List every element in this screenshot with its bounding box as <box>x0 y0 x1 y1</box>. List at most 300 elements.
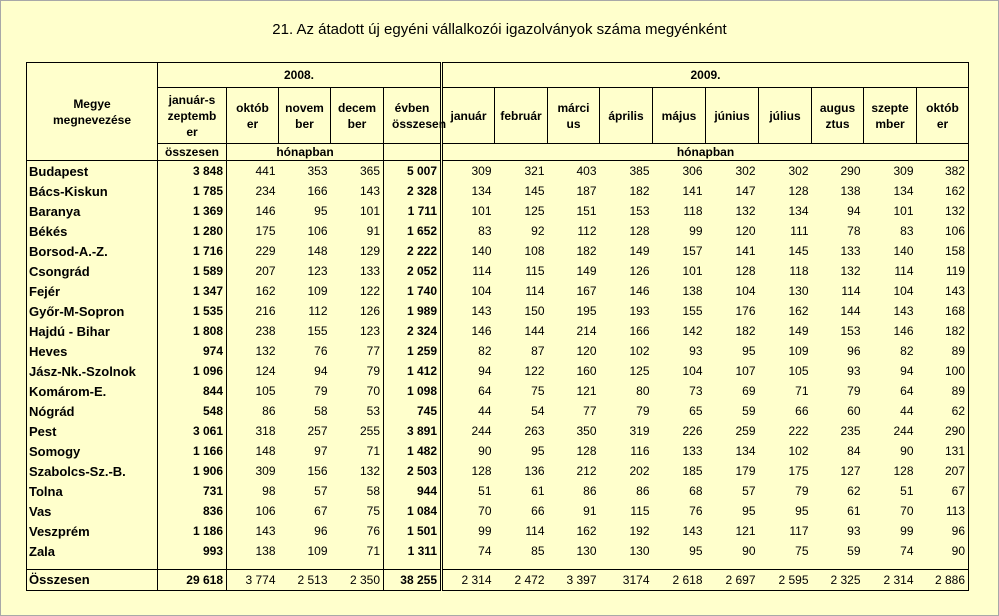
value-cell: 114 <box>841 284 861 298</box>
value-cell: 1 098 <box>384 381 442 401</box>
county-name: Pest <box>27 421 158 441</box>
value-cell: 104 <box>735 284 756 298</box>
table-row <box>27 521 969 541</box>
value-cell: 548 <box>158 401 227 421</box>
value-cell: 229 <box>255 244 276 258</box>
table-row <box>27 281 969 301</box>
value-cell: 115 <box>525 264 545 278</box>
value-cell: 80 <box>636 384 650 398</box>
value-cell: 131 <box>917 441 969 461</box>
county-name: Nógrád <box>27 401 158 421</box>
value-cell: 158 <box>917 241 969 261</box>
value-cell: 65 <box>689 404 703 418</box>
value-cell: 157 <box>682 244 703 258</box>
value-cell: 105 <box>788 364 809 378</box>
value-cell: 143 <box>255 524 276 538</box>
value-cell: 123 <box>307 264 328 278</box>
value-cell: 109 <box>307 284 328 298</box>
value-cell: 133 <box>682 444 703 458</box>
value-cell: 67 <box>314 504 328 518</box>
value-cell: 114 <box>525 524 545 538</box>
total-cell: 3174 <box>600 569 653 590</box>
value-cell: 90 <box>900 444 914 458</box>
value-cell: 257 <box>307 424 328 438</box>
value-cell: 79 <box>331 361 384 381</box>
spacer-row <box>27 561 969 569</box>
total-cell: 2 618 <box>653 569 706 590</box>
county-table <box>26 62 969 591</box>
value-cell: 82 <box>442 341 495 361</box>
value-cell: 53 <box>331 401 384 421</box>
value-cell: 101 <box>682 264 703 278</box>
value-cell: 95 <box>742 504 756 518</box>
value-cell: 86 <box>583 484 597 498</box>
value-cell: 138 <box>682 284 703 298</box>
county-name: Baranya <box>27 201 158 221</box>
value-cell: 176 <box>735 304 756 318</box>
value-cell: 58 <box>331 481 384 501</box>
value-cell: 122 <box>524 364 545 378</box>
value-cell: 290 <box>917 421 969 441</box>
total-cell: 2 513 <box>279 569 331 590</box>
value-cell: 1 716 <box>158 241 227 261</box>
header-osszesen: összesen <box>158 144 227 161</box>
county-name: Somogy <box>27 441 158 461</box>
value-cell: 140 <box>442 241 495 261</box>
value-cell: 96 <box>314 524 328 538</box>
value-cell: 365 <box>331 161 384 182</box>
value-cell: 130 <box>629 544 650 558</box>
value-cell: 121 <box>576 384 597 398</box>
value-cell: 441 <box>255 164 276 178</box>
value-cell: 104 <box>682 364 703 378</box>
value-cell: 66 <box>531 504 545 518</box>
value-cell: 142 <box>682 324 703 338</box>
value-cell: 62 <box>917 401 969 421</box>
value-cell: 106 <box>255 504 276 518</box>
value-cell: 1 535 <box>158 301 227 321</box>
table-row <box>27 381 969 401</box>
table-row <box>27 421 969 441</box>
value-cell: 319 <box>629 424 650 438</box>
col-jul-2009: július <box>759 88 812 144</box>
value-cell: 75 <box>531 384 545 398</box>
value-cell: 132 <box>917 201 969 221</box>
value-cell: 259 <box>735 424 756 438</box>
value-cell: 166 <box>307 184 328 198</box>
value-cell: 82 <box>900 344 914 358</box>
county-name: Budapest <box>27 161 158 182</box>
table-row <box>27 241 969 261</box>
value-cell: 141 <box>735 244 756 258</box>
header-honapban-2009: hónapban <box>442 144 969 161</box>
value-cell: 70 <box>442 501 495 521</box>
total-cell: 2 697 <box>706 569 759 590</box>
value-cell: 99 <box>689 224 703 238</box>
value-cell: 75 <box>331 501 384 521</box>
value-cell: 138 <box>840 184 861 198</box>
value-cell: 134 <box>788 204 809 218</box>
value-cell: 321 <box>524 164 545 178</box>
value-cell: 302 <box>788 164 809 178</box>
value-cell: 99 <box>900 524 914 538</box>
value-cell: 1 808 <box>158 321 227 341</box>
value-cell: 98 <box>262 484 276 498</box>
value-cell: 91 <box>583 504 597 518</box>
value-cell: 77 <box>583 404 597 418</box>
table-row <box>27 401 969 421</box>
value-cell: 149 <box>788 324 809 338</box>
value-cell: 153 <box>840 324 861 338</box>
value-cell: 102 <box>629 344 650 358</box>
value-cell: 207 <box>917 461 969 481</box>
value-cell: 149 <box>629 244 650 258</box>
value-cell: 155 <box>682 304 703 318</box>
value-cell: 109 <box>307 544 328 558</box>
value-cell: 1 166 <box>158 441 227 461</box>
value-cell: 5 007 <box>384 161 442 182</box>
col-oct-2008: október <box>227 88 279 144</box>
value-cell: 51 <box>442 481 495 501</box>
col-oct-2009: október <box>917 88 969 144</box>
value-cell: 127 <box>840 464 861 478</box>
value-cell: 101 <box>442 201 495 221</box>
value-cell: 83 <box>442 221 495 241</box>
value-cell: 76 <box>314 344 328 358</box>
value-cell: 93 <box>689 344 703 358</box>
value-cell: 166 <box>629 324 650 338</box>
value-cell: 133 <box>840 244 861 258</box>
value-cell: 57 <box>742 484 756 498</box>
table-row <box>27 161 969 182</box>
value-cell: 101 <box>331 201 384 221</box>
col-jun-2009: június <box>706 88 759 144</box>
table-row <box>27 461 969 481</box>
value-cell: 128 <box>788 184 809 198</box>
value-cell: 122 <box>331 281 384 301</box>
col-sep-2009: szeptember <box>864 88 917 144</box>
value-cell: 128 <box>893 464 914 478</box>
value-cell: 143 <box>331 181 384 201</box>
value-cell: 74 <box>442 541 495 561</box>
value-cell: 95 <box>531 444 545 458</box>
value-cell: 185 <box>682 464 703 478</box>
col-feb-2009: február <box>495 88 548 144</box>
value-cell: 124 <box>255 364 276 378</box>
value-cell: 1 186 <box>158 521 227 541</box>
value-cell: 119 <box>917 261 969 281</box>
value-cell: 290 <box>840 164 861 178</box>
value-cell: 128 <box>735 264 756 278</box>
col-nov-2008: november <box>279 88 331 144</box>
value-cell: 3 848 <box>158 161 227 182</box>
value-cell: 73 <box>689 384 703 398</box>
value-cell: 1 311 <box>384 541 442 561</box>
header-total-gap <box>384 144 442 161</box>
total-cell: 2 325 <box>812 569 864 590</box>
value-cell: 179 <box>735 464 756 478</box>
total-cell: 2 314 <box>864 569 917 590</box>
value-cell: 192 <box>629 524 650 538</box>
value-cell: 128 <box>629 224 650 238</box>
table-row <box>27 221 969 241</box>
value-cell: 106 <box>917 221 969 241</box>
value-cell: 1 412 <box>384 361 442 381</box>
value-cell: 182 <box>735 324 756 338</box>
value-cell: 62 <box>847 484 861 498</box>
value-cell: 132 <box>840 264 861 278</box>
value-cell: 76 <box>689 504 703 518</box>
value-cell: 134 <box>893 184 914 198</box>
value-cell: 70 <box>900 504 914 518</box>
value-cell: 109 <box>788 344 809 358</box>
value-cell: 95 <box>314 204 328 218</box>
value-cell: 2 328 <box>384 181 442 201</box>
value-cell: 121 <box>735 524 756 538</box>
value-cell: 113 <box>917 501 969 521</box>
value-cell: 114 <box>525 284 545 298</box>
value-cell: 70 <box>331 381 384 401</box>
value-cell: 136 <box>524 464 545 478</box>
county-name: Jász-Nk.-Szolnok <box>27 361 158 381</box>
county-name: Veszprém <box>27 521 158 541</box>
value-cell: 83 <box>900 224 914 238</box>
value-cell: 114 <box>442 261 495 281</box>
total-cell: 2 595 <box>759 569 812 590</box>
value-cell: 44 <box>900 404 914 418</box>
value-cell: 214 <box>576 324 597 338</box>
value-cell: 141 <box>682 184 703 198</box>
value-cell: 93 <box>847 364 861 378</box>
value-cell: 128 <box>442 461 495 481</box>
value-cell: 150 <box>524 304 545 318</box>
value-cell: 79 <box>636 404 650 418</box>
value-cell: 94 <box>442 361 495 381</box>
value-cell: 146 <box>255 204 276 218</box>
value-cell: 57 <box>314 484 328 498</box>
table-row <box>27 201 969 221</box>
value-cell: 95 <box>795 504 809 518</box>
col-aug-2009: augusztus <box>812 88 864 144</box>
table-row <box>27 361 969 381</box>
county-name: Tolna <box>27 481 158 501</box>
value-cell: 106 <box>307 224 328 238</box>
value-cell: 168 <box>917 301 969 321</box>
value-cell: 118 <box>789 264 809 278</box>
value-cell: 1 906 <box>158 461 227 481</box>
value-cell: 353 <box>307 164 328 178</box>
total-cell: 2 350 <box>331 569 384 590</box>
value-cell: 1 369 <box>158 201 227 221</box>
county-name: Komárom-E. <box>27 381 158 401</box>
value-cell: 132 <box>255 344 276 358</box>
value-cell: 67 <box>917 481 969 501</box>
value-cell: 944 <box>384 481 442 501</box>
value-cell: 126 <box>629 264 650 278</box>
value-cell: 120 <box>735 224 756 238</box>
value-cell: 162 <box>255 284 276 298</box>
value-cell: 309 <box>893 164 914 178</box>
value-cell: 145 <box>788 244 809 258</box>
value-cell: 134 <box>735 444 756 458</box>
col-may-2009: május <box>653 88 706 144</box>
value-cell: 836 <box>158 501 227 521</box>
table-row <box>27 321 969 341</box>
value-cell: 403 <box>576 164 597 178</box>
header-county: Megye megnevezése <box>27 63 158 161</box>
table-row <box>27 181 969 201</box>
value-cell: 58 <box>314 404 328 418</box>
value-cell: 309 <box>442 161 495 182</box>
page-title: 21. Az átadott új egyéni vállalkozói igazolványok száma megyénként <box>272 21 727 38</box>
county-name: Békés <box>27 221 158 241</box>
value-cell: 255 <box>331 421 384 441</box>
value-cell: 90 <box>442 441 495 461</box>
value-cell: 745 <box>384 401 442 421</box>
total-cell: 2 314 <box>442 569 495 590</box>
value-cell: 79 <box>314 384 328 398</box>
value-cell: 302 <box>735 164 756 178</box>
value-cell: 1 280 <box>158 221 227 241</box>
value-cell: 99 <box>442 521 495 541</box>
value-cell: 84 <box>847 444 861 458</box>
value-cell: 216 <box>255 304 276 318</box>
value-cell: 51 <box>900 484 914 498</box>
value-cell: 207 <box>255 264 276 278</box>
table-row <box>27 301 969 321</box>
value-cell: 182 <box>917 321 969 341</box>
value-cell: 1 785 <box>158 181 227 201</box>
value-cell: 160 <box>576 364 597 378</box>
value-cell: 146 <box>629 284 650 298</box>
value-cell: 89 <box>917 381 969 401</box>
value-cell: 100 <box>917 361 969 381</box>
value-cell: 44 <box>442 401 495 421</box>
value-cell: 306 <box>682 164 703 178</box>
value-cell: 1 482 <box>384 441 442 461</box>
table-row <box>27 261 969 281</box>
table-row <box>27 501 969 521</box>
value-cell: 133 <box>331 261 384 281</box>
value-cell: 61 <box>847 504 861 518</box>
county-name: Borsod-A.-Z. <box>27 241 158 261</box>
value-cell: 111 <box>790 224 809 238</box>
total-row <box>27 569 969 590</box>
value-cell: 68 <box>689 484 703 498</box>
total-cell: 3 397 <box>548 569 600 590</box>
county-name: Győr-M-Sopron <box>27 301 158 321</box>
value-cell: 129 <box>331 241 384 261</box>
value-cell: 148 <box>307 244 328 258</box>
value-cell: 107 <box>735 364 756 378</box>
total-cell: 2 472 <box>495 569 548 590</box>
county-name: Hajdú - Bihar <box>27 321 158 341</box>
value-cell: 90 <box>917 541 969 561</box>
value-cell: 1 652 <box>384 221 442 241</box>
value-cell: 263 <box>524 424 545 438</box>
value-cell: 182 <box>576 244 597 258</box>
value-cell: 102 <box>788 444 809 458</box>
value-cell: 123 <box>331 321 384 341</box>
value-cell: 59 <box>742 404 756 418</box>
value-cell: 86 <box>262 404 276 418</box>
value-cell: 2 052 <box>384 261 442 281</box>
value-cell: 120 <box>576 344 597 358</box>
value-cell: 125 <box>524 204 545 218</box>
value-cell: 974 <box>158 341 227 361</box>
value-cell: 79 <box>795 484 809 498</box>
value-cell: 147 <box>735 184 756 198</box>
value-cell: 145 <box>524 184 545 198</box>
value-cell: 86 <box>636 484 650 498</box>
header-year-2009: 2009. <box>442 63 969 88</box>
value-cell: 226 <box>682 424 703 438</box>
value-cell: 235 <box>840 424 861 438</box>
value-cell: 3 061 <box>158 421 227 441</box>
county-name: Zala <box>27 541 158 561</box>
value-cell: 318 <box>255 424 276 438</box>
col-year-total-2008: évben összesen <box>384 88 442 144</box>
value-cell: 167 <box>576 284 597 298</box>
value-cell: 138 <box>255 544 276 558</box>
value-cell: 93 <box>847 524 861 538</box>
value-cell: 144 <box>524 324 545 338</box>
value-cell: 238 <box>255 324 276 338</box>
value-cell: 95 <box>689 544 703 558</box>
value-cell: 2 222 <box>384 241 442 261</box>
value-cell: 94 <box>847 204 861 218</box>
value-cell: 71 <box>331 541 384 561</box>
value-cell: 71 <box>795 384 809 398</box>
value-cell: 153 <box>629 204 650 218</box>
value-cell: 187 <box>576 184 597 198</box>
value-cell: 731 <box>158 481 227 501</box>
value-cell: 92 <box>531 224 545 238</box>
value-cell: 175 <box>788 464 809 478</box>
value-cell: 130 <box>788 284 809 298</box>
value-cell: 126 <box>331 301 384 321</box>
value-cell: 1 084 <box>384 501 442 521</box>
value-cell: 54 <box>531 404 545 418</box>
value-cell: 79 <box>847 384 861 398</box>
value-cell: 1 096 <box>158 361 227 381</box>
county-name: Szabolcs-Sz.-B. <box>27 461 158 481</box>
value-cell: 309 <box>255 464 276 478</box>
value-cell: 104 <box>442 281 495 301</box>
table-row <box>27 481 969 501</box>
table-row <box>27 341 969 361</box>
value-cell: 108 <box>524 244 545 258</box>
value-cell: 202 <box>629 464 650 478</box>
col-jan-2009: január <box>442 88 495 144</box>
table-row <box>27 541 969 561</box>
header-year-2008: 2008. <box>158 63 442 88</box>
value-cell: 146 <box>442 321 495 341</box>
value-cell: 143 <box>682 524 703 538</box>
value-cell: 74 <box>900 544 914 558</box>
value-cell: 350 <box>576 424 597 438</box>
value-cell: 175 <box>255 224 276 238</box>
col-mar-2009: március <box>548 88 600 144</box>
value-cell: 1 589 <box>158 261 227 281</box>
value-cell: 60 <box>847 404 861 418</box>
value-cell: 143 <box>442 301 495 321</box>
value-cell: 1 347 <box>158 281 227 301</box>
value-cell: 105 <box>255 384 276 398</box>
value-cell: 2 324 <box>384 321 442 341</box>
value-cell: 149 <box>576 264 597 278</box>
value-cell: 144 <box>840 304 861 318</box>
